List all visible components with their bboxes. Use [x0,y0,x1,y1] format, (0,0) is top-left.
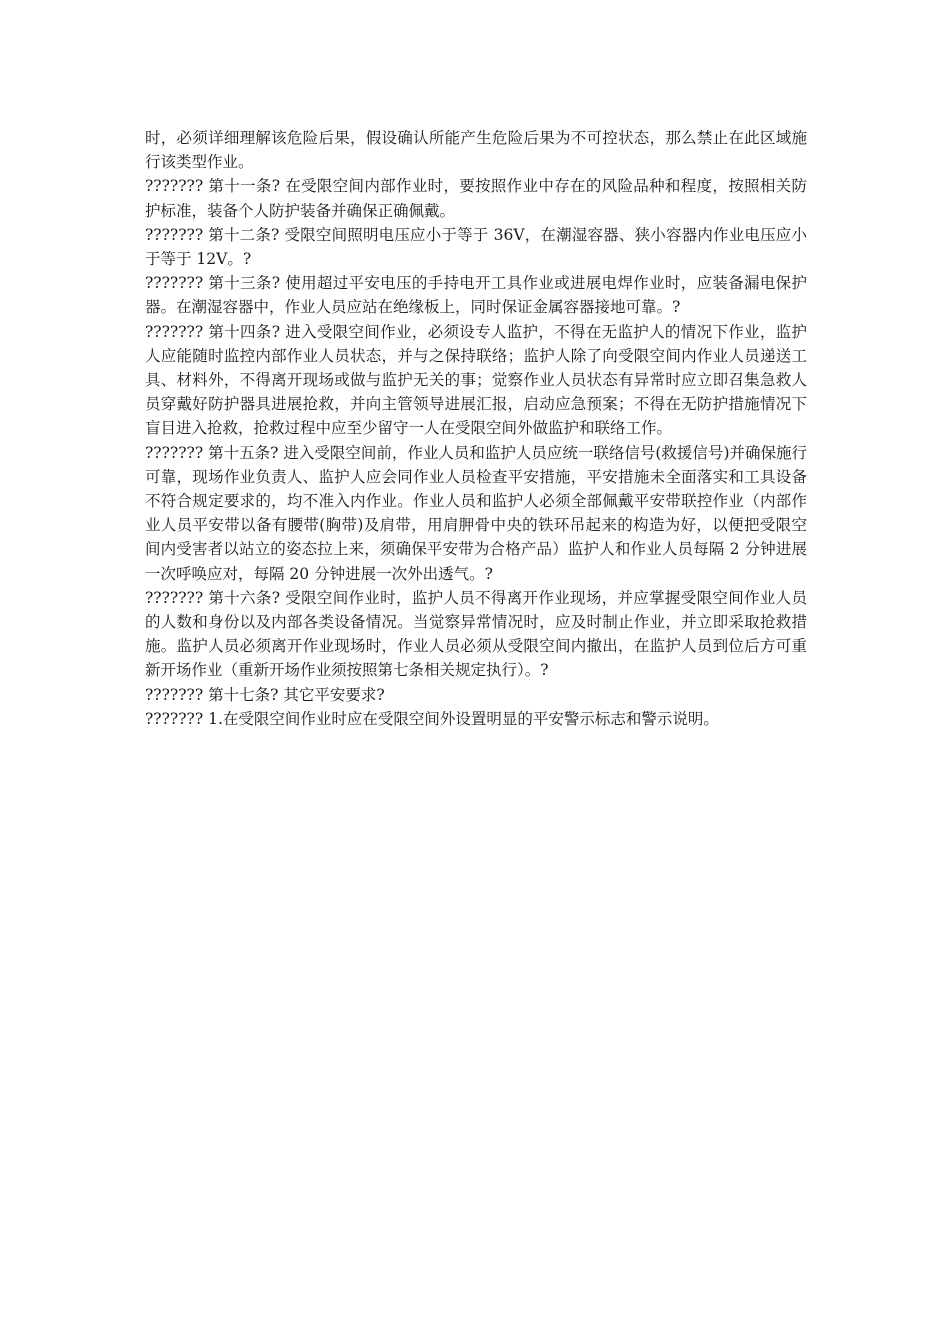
paragraph-article-13: ??????? 第十三条? 使用超过平安电压的手持电开工具作业或进展电焊作业时，应装备漏电保护器。在潮湿容器中，作业人员应站在绝缘板上，同时保证金属容器接地可靠。? [145,274,807,317]
paragraph-article-15: ??????? 第十五条? 进入受限空间前，作业人员和监护人员应统一联络信号(救援信号)并确保施行可靠，现场作业负责人、监护人应会同作业人员检查平安措施，平安措施未全面落实和工具设备不符合规定要求的，均不准入内作业。作业人员和监护人必须全部佩戴平安带联控作业（内部作业人员平安带以备有腰带(胸带)及肩带，用肩胛骨中央的铁环吊起来的构造为好，以便把受限空间内受害者以站立的姿态拉上来，须确保平安带为合格产品）监护人和作业人员每隔 2 分钟进展一次呼唤应对，每隔 20 分钟进展一次外出透气。? [145,443,807,583]
paragraph-article-16: ??????? 第十六条? 受限空间作业时，监护人员不得离开作业现场，并应掌握受限空间作业人员的人数和身份以及内部各类设备情况。当觉察异常情况时，应及时制止作业，并立即采取抢救措施。监护人员必须离开作业现场时，作业人员必须从受限空间内撤出，在监护人员到位后方可重新开场作业（重新开场作业须按照第七条相关规定执行）。? [145,588,807,680]
paragraph-item-1: ??????? 1.在受限空间作业时应在受限空间外设置明显的平安警示标志和警示说明。 [145,709,719,728]
document-body [145,126,807,731]
paragraph-article-14: ??????? 第十四条? 进入受限空间作业，必须设专人监护，不得在无监护人的情况下作业，监护人应能随时监控内部作业人员状态，并与之保持联络；监护人除了向受限空间内作业人员递送工具、材料外，不得离开现场或做与监护无关的事；觉察作业人员状态有异常时应立即召集急救人员穿戴好防护器具进展抢救，并向主管领导进展汇报，启动应急预案；不得在无防护措施情况下盲目进入抢救，抢救过程中应至少留守一人在受限空间外做监护和联络工作。 [145,322,807,438]
paragraph-continuation: 时，必须详细理解该危险后果，假设确认所能产生危险后果为不可控状态，那么禁止在此区域施行该类型作业。 [145,129,807,172]
paragraph-article-17: ??????? 第十七条? 其它平安要求? [145,685,385,704]
paragraph-article-11: ??????? 第十一条? 在受限空间内部作业时，要按照作业中存在的风险品种和程度，按照相关防护标准，装备个人防护装备并确保正确佩戴。 [145,177,807,220]
paragraph-article-12: ??????? 第十二条? 受限空间照明电压应小于等于 36V，在潮湿容器、狭小容器内作业电压应小于等于 12V。? [145,225,807,269]
